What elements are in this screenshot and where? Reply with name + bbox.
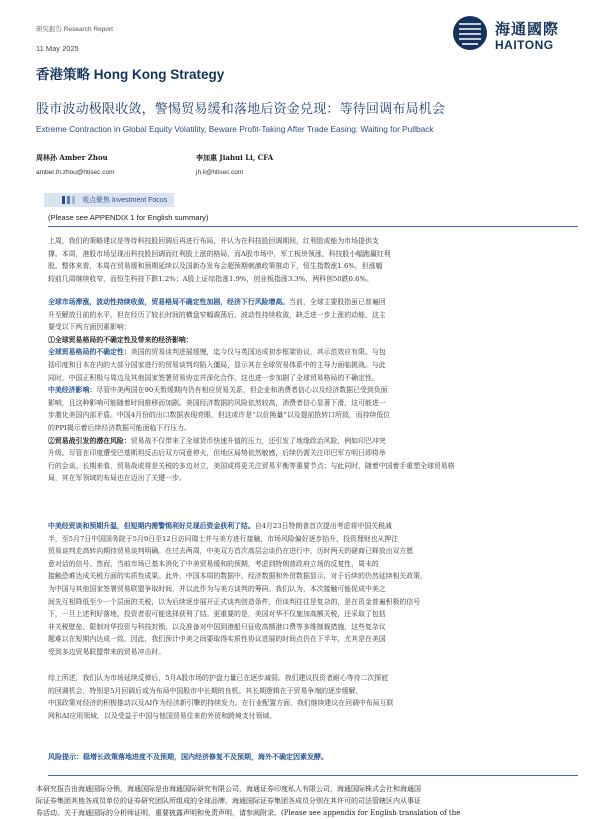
report-type-label: 研究报告 Research Report (36, 26, 113, 33)
author-email-1[interactable]: amber.lh.zhou@htisec.com (36, 169, 115, 176)
author-name-1: 周林孙 Amber Zhou (36, 153, 108, 162)
report-date: 11 May 2025 (36, 44, 79, 53)
logo-english: HAITONG (495, 38, 554, 52)
paragraph-conclusion: 综上所述，我们认为市场延续反弹后，5月A股市场的护盘力量已在逐步减弱。我们建议投资者耐心等待二次探底 的回调机会，特别是5月回调后或为布局中国股市中长期的良机。其长期逻辑在于贸易争端的逐步缓解， 中国政策对经济的积极推动以及AI作为经济新引擎的持续发力。在行业配置方面，我们继续建议在回调中布局互联 网和AI应用领域，以及受益于中国与他国贸易往来的外贸和跨境支付领域。 (48, 674, 394, 720)
strategy-label: 香港策略 Hong Kong Strategy (36, 67, 225, 82)
paragraph-trade-talks: 中美经贸谈和预期升温，但短期内需警惕利好兑现后资金获利了结。自4月23日特朗普首次提出考虑将中国关税减 半，至5月7日中国国务院于5月9日至12日访问瑞士并与美方进行接触，市场风险偏好逐步抬升，投资理财也从押注 贸易谈判走高转向期待贸易谈判明确。在过去两周，中美双方首次高层会谈仍在进行中，历时两天的磋商已释放出双方愿 意对话的信号。然而，当前市场已基本消化了中美贸易缓和的预期，考虑到特朗普政府立场的反复性，周末的 接触恐难达成关税方面的实质性成果。此外，中国本周的数据中，经济数据和外贸数据显示，对于后续的仍然延续相关政策。 为中国与其他国家签署贸易联盟争取时间，并以此作为与美方谈判的筹码。我们认为，本次接触可能促成中美之 间先互相降低至少一个层面的关税，以为后续逐步展开正式谈判创造条件，但谈判往往是复杂的，是在资金普遍积极的信号 下，一旦上述利好落地，投资者很可能选择获利了结。更重要的是，美国对华不仅施加高额关税，还采取了包括 非关税壁垒、限制对华投资与科技封锁，以及准备对中国到港船只征收高额港口费等多维制裁措施，这些复杂议 题难以在短期内达成一致。因此，我们预计中美之间要取得实质性协议进展的时间点仍在下半年，尤其是在美国 受到多边贸易联盟带来的贸易冲击时。 (48, 522, 427, 656)
footer-divider (48, 775, 578, 776)
section-divider (48, 226, 578, 227)
author-name-2: 李加惠 Jiahui Li, CFA (196, 153, 274, 162)
report-title-cn: 股市波动极限收敛，警惕贸易缓和落地后资金兑现：等待回调布局机会 (36, 102, 446, 117)
focus-marker-icon (62, 195, 76, 205)
haitong-logo-icon (450, 14, 490, 52)
investment-focus-label: 观点聚焦 Investment Focus (82, 197, 168, 204)
logo-chinese: 海通國際 (495, 21, 560, 38)
paragraph-global-market: 全球市场滞涨，波动性持续收敛，贸易格局不确定性加剧，经济下行风险增高。当前，全球主要股指虽已普遍回 升至解放日前的水平，但在经历了较长时间的横盘窄幅震荡后，波动性持续收敛，缺乏进一步上涨的动能，这主 要受以下两方面因素影响： ①全球贸易格局的不确定性及带来的经济影响： 全球贸易格局的不确定性：美国的贸易谈判进展缓慢，迄今仅与英国达成初步框架协议，其示范效应有限。与包 括印度和日本在内的大部分国家进行的贸易谈判均陷入僵局，显示其在全球贸易体系中的主导力面临挑战。与此 同时，中国正积极与周边及其他国家签署贸易协定并深化合作，这也进一步加剧了全球贸易格局的不确定性。 中美经济影响：尽管中美两国在90天暂缓期内仍有相应贸易关系，但企业和消费者信心以及经济数据已受到负面 影响，且这种影响可能随着时间推移而加剧。美国经济数据的风险依然较高，消费者信心显著下滑，这可能进一 步激化美国内部矛盾。中国4月份的出口数据表现亮眼，但这或许是“以价换量”以及提前抢转口所致，而持续低位 的PPI揭示着后续经济数据可能面临下行压力。 ②贸易战引发的潜在风险：贸易战不仅带来了全球货币快速升值的压力，还引发了地缘政治风险，例如印巴冲突 升级。尽管在印度遭受巴基斯坦反击后双方同意停火，但地区局势依然敏感，后续仍需关注印巴军方明日即将举 行的会谈。长期来看，贸易战或将是关税的多边对立，美国或将更关注贸易平衡等重要节点；与此同时，随着中国着手重塑全球贸易格 局，其在军领域的布局也在迈出了关键一步。 (48, 298, 455, 483)
disclaimer: 本研究报告由海通国际分销，海通国际是由海通国际研究有限公司，海通证券印度私人有限公司，海通国际株式会社和海通国 际证券集团其他各成员单位的证券研究团队所组成的全球品牌，海通国际证券集团各成员分别在其许可的司法管辖区内从事证 券活动。关于海通国际的分析师证明，重要披露声明和免责声明，请参阅附录。(Please see appendix for English translation of the (36, 785, 461, 817)
author-email-2[interactable]: jh.li@htisec.com (196, 169, 244, 176)
paragraph-weekly-review: 上周，我们的策略建议是等待科技股回调后再进行布局，并认为在科技股回调期间，红利股或能为市场提供支 撑。本周，港股市场呈现出科技股回调而红利股上涨的格局，而A股市场中，军工板块领涨，科技股小幅跑赢红利 股。整体来看，本周在贸易缓和预期延续以及国新办发布会超预期刺激政策推动下，恒生指数涨1.6%，但涨幅 较前几周继续收窄，而恒生科技下跌1.2%；A股上证综指涨1.9%，创业板指涨3.3%，两科创50跌0.6%。 (48, 237, 391, 283)
risk-warning: 风险提示：稳增长政策落地进度不及预期，国内经济修复不及预期，海外不确定因素发酵。 (48, 752, 328, 761)
appendix-note: (Please see APPENDIX 1 for English summary) (48, 213, 209, 222)
report-title-en: Extreme Contraction in Global Equity Volatility, Beware Profit-Taking After Trade Easing: Waiting for Pullback (36, 124, 434, 134)
